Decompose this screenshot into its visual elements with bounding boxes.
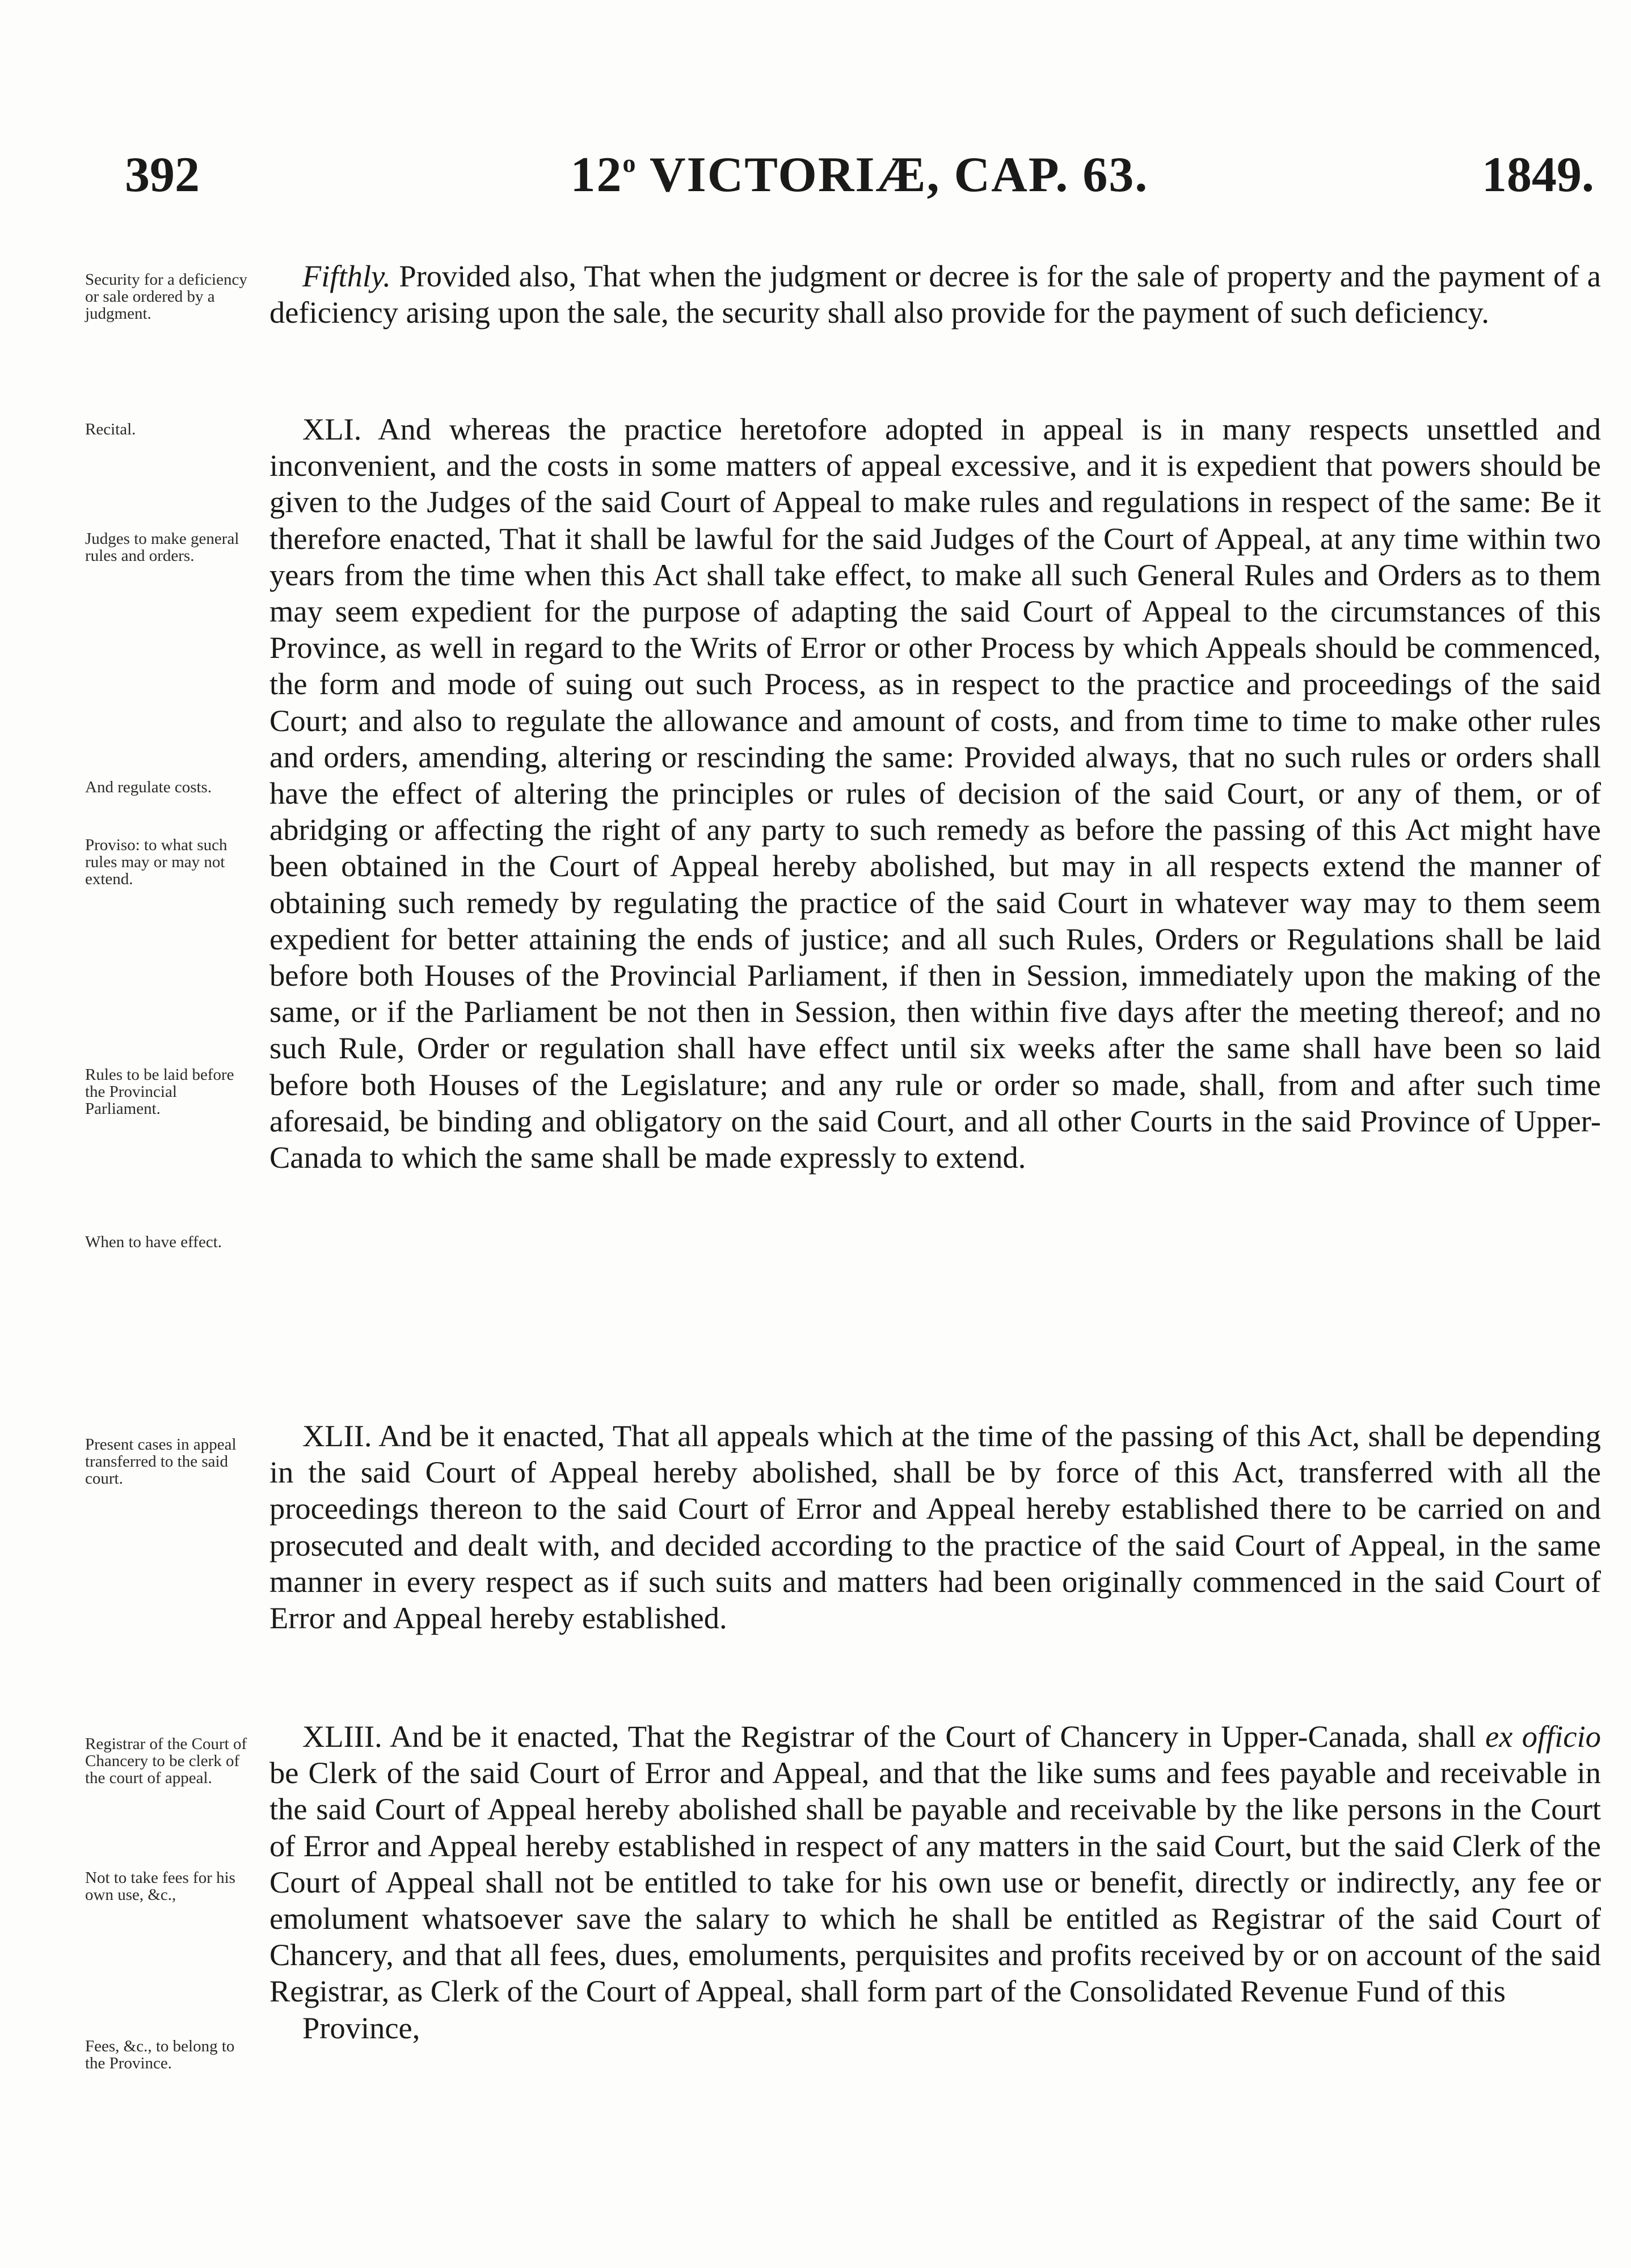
margin-note-recital: Recital. (85, 420, 136, 438)
xliii-last-line: Province, (302, 2010, 420, 2045)
page-number: 392 (125, 147, 200, 202)
fifthly-lead: Fifthly. (302, 259, 391, 293)
xliii-ex-officio: ex officio (1485, 1719, 1601, 1754)
margin-note-proviso: Proviso: to what such rules may or may not extend. (85, 836, 227, 888)
title-chapter: VICTORIÆ, CAP. 63. (637, 147, 1149, 202)
margin-note-rules-laid: Rules to be laid before the Provincial Parliament. (85, 1066, 234, 1118)
fifthly-body: Provided also, That when the judgment or decree is for the sale of property and the payment of a deficiency arising upon the sale, the security shall also provide for the payment of such deficiency. (269, 259, 1601, 330)
running-header (125, 146, 1594, 214)
margin-note-regulate-costs: And regulate costs. (85, 778, 212, 796)
header-year: 1849. (1482, 147, 1594, 202)
margin-note-security: Security for a deficiency or sale ordered by a judgment. (85, 271, 247, 323)
xliii-part-a: XLIII. And be it enacted, That the Registrar of the Court of Chancery in Upper-Canada, shall (302, 1719, 1486, 1754)
paragraph-xli: XLI. And whereas the practice heretofore adopted in appeal is in many respects unsettled and inconvenient, and the costs in some matters of appeal excessive, and it is expedient that powers should be given to the Judges of the said Court of Appeal to make rules and regulations in respect of the same: Be it therefore enacted, That it shall be lawful for the said Judges of the Court of Appeal, at any time within two years from the time when this Act shall take effect, to make all such General Rules and Orders as to them may seem expedient for the purpose of adapting the said Court of Appeal to the circumstances of this Province, as well in regard to the Writs of Error or other Process by which Appeals should be commenced, the form and mode of suing out such Process, as in respect to the practice and proceedings of the said Court; and also to regulate the allowance and amount of costs, and from time to time to make other rules and orders, amending, altering or rescinding the same: Provided always, that no such rules or orders shall have the effect of altering the principles or rules of decision of the said Court, or any of them, or of abridging or affecting the right of any party to such remedy as before the passing of this Act might have been obtained in the Court of Appeal hereby abolished, but may in all respects extend the manner of obtaining such remedy by regulating the practice of the said Court in whatever way may to them seem expedient for better attaining the ends of justice; and all such Rules, Orders or Regulations shall be laid before both Houses of the Provincial Parliament, if then in Session, immediately upon the making of the same, or if the Parliament be not then in Session, then within five days after the meeting thereof; and no such Rule, Order or regulation shall have effect until six weeks after the same shall have been so laid before both Houses of the Legislature; and any rule or order so made, shall, from and after such time aforesaid, be binding and obligatory on the said Court, and all other Courts in the said Province of Upper-Canada to which the same shall be made expressly to extend. (269, 412, 1601, 1175)
margin-note-not-fees: Not to take fees for his own use, &c., (85, 1869, 235, 1904)
margin-note-judges-rules: Judges to make general rules and orders. (85, 530, 239, 565)
paragraph-fifthly (269, 258, 1601, 331)
margin-note-registrar: Registrar of the Court of Chancery to be clerk of the court of appeal. (85, 1735, 247, 1787)
margin-note-fees-belong: Fees, &c., to belong to the Province. (85, 2037, 235, 2072)
statute-title (125, 146, 1594, 204)
title-regnal-number: 12 (570, 147, 623, 202)
margin-note-when-effect: When to have effect. (85, 1233, 222, 1251)
xliii-part-b: be Clerk of the said Court of Error and Appeal, and that the like sums and fees payable and receivable in the said Court of Appeal hereby abolished shall be payable and receivable by the like persons in the Court of Error and Appeal hereby established in respect of any matters in the said Court, but the said Clerk of the Court of Appeal shall not be entitled to take for his own use or benefit, directly or indirectly, any fee or emolument whatsoever save the salary to which he shall be entitled as Registrar of the said Court of Chancery, and that all fees, dues, emoluments, perquisites and profits received by or on account of the said Registrar, as Clerk of the Court of Appeal, shall form part of the Consolidated Revenue Fund of this (269, 1755, 1601, 2009)
paragraph-xlii: XLII. And be it enacted, That all appeals which at the time of the passing of this Act, shall be depending in the said Court of Appeal hereby abolished, shall be by force of this Act, transferred with all the proceedings thereon to the said Court of Error and Appeal hereby established there to be carried on and prosecuted and dealt with, and decided according to the practice of the said Court of Appeal, in the same manner in every respect as if such suits and matters had been originally commenced in the said Court of Error and Appeal hereby established. (269, 1418, 1601, 1636)
margin-note-present-cases: Present cases in appeal transferred to the said court. (85, 1435, 237, 1488)
title-superscript: o (622, 149, 637, 178)
paragraph-xliii (269, 1718, 1601, 2046)
